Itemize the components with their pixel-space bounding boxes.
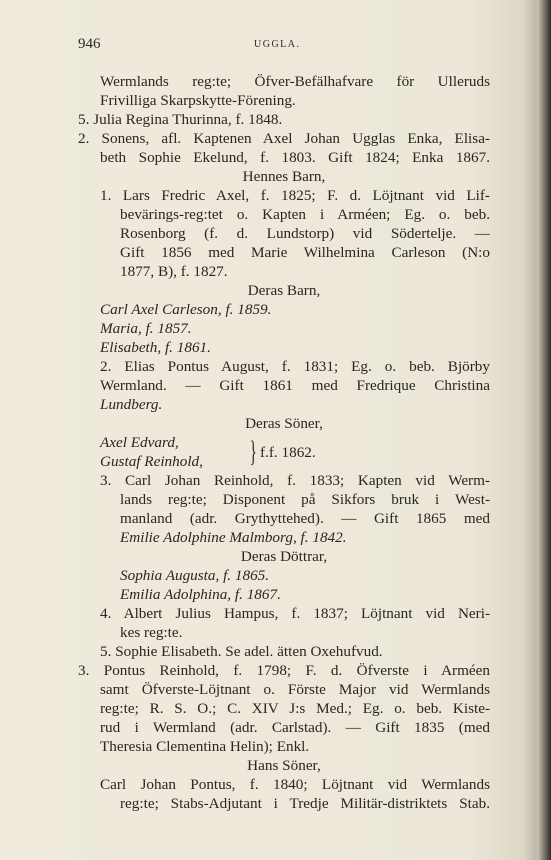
text-line: reg:te; Stabs-Adjutant i Tredje Militär-distriktets Stab. <box>120 795 490 812</box>
page-number: 946 <box>78 36 101 52</box>
text-line: 3. Pontus Reinhold, f. 1798; F. d. Öfverste i Arméen <box>78 662 490 679</box>
text-line: 1. Lars Fredric Axel, f. 1825; F. d. Löjtnant vid Lif- <box>100 187 490 204</box>
text-line: 4. Albert Julius Hampus, f. 1837; Löjtnant vid Neri- <box>100 605 490 622</box>
twins-names <box>100 433 203 471</box>
text-line: 2. Elias Pontus August, f. 1831; Eg. o. beb. Björby <box>100 358 490 375</box>
text-line: 2. Sonens, afl. Kaptenen Axel Johan Ugglas Enka, Elisa- <box>78 130 490 147</box>
text-line: rud i Wermland (adr. Carlstad). — Gift 1835 (med <box>100 719 490 736</box>
text-line: manland (adr. Grythyttehed). — Gift 1865 med <box>120 510 490 527</box>
text-line: Frivilliga Skarpskytte-Förening. <box>100 92 296 109</box>
text-line: Wermlands reg:te; Öfver-Befälhafvare för Ulleruds <box>100 73 490 90</box>
twins-entry <box>78 433 490 471</box>
text-line: Gift 1856 med Marie Wilhelmina Carleson (N:o <box>120 244 490 261</box>
section-heading: Hennes Barn, <box>242 168 326 185</box>
text-line: 5. Sophie Elisabeth. Se adel. ätten Oxehufvud. <box>100 643 383 660</box>
text-line: Gustaf Reinhold, <box>100 453 203 470</box>
section-heading: Deras Döttrar, <box>240 548 328 565</box>
text-line: Emilie Adolphine Malmborg, f. 1842. <box>120 529 347 546</box>
page-header <box>78 36 498 58</box>
text-line: kes reg:te. <box>120 624 183 641</box>
text-line: Carl Axel Carleson, f. 1859. <box>100 301 272 318</box>
text-line: samt Öfverste-Löjtnant o. Förste Major vid Wermlands <box>100 681 490 698</box>
book-spine-shadow <box>537 0 551 860</box>
text-line: Maria, f. 1857. <box>100 320 192 337</box>
text-line: Lundberg. <box>100 396 163 413</box>
running-head: UGGLA. <box>254 39 301 50</box>
text-line: lands reg:te; Disponent på Sikfors bruk i West- <box>120 491 490 508</box>
section-heading: Deras Söner, <box>245 415 323 432</box>
text-line: beth Sophie Ekelund, f. 1803. Gift 1824; Enka 1867. <box>100 149 490 166</box>
genealogy-text <box>78 72 490 813</box>
text-line: Axel Edvard, <box>100 434 179 451</box>
text-line: Wermland. — Gift 1861 med Fredrique Christina <box>100 377 490 394</box>
text-line: Sophia Augusta, f. 1865. <box>120 567 270 584</box>
text-line: 5. Julia Regina Thurinna, f. 1848. <box>78 111 283 128</box>
text-line: 1877, B), f. 1827. <box>120 263 228 280</box>
text-line: reg:te; R. S. O.; C. XIV J:s Med.; Eg. o. beb. Kiste- <box>100 700 490 717</box>
section-heading: Deras Barn, <box>247 282 321 299</box>
text-line: bevärings-reg:tet o. Kapten i Arméen; Eg. o. beb. <box>120 206 490 223</box>
text-line: Emilia Adolphina, f. 1867. <box>120 586 281 603</box>
section-heading: Hans Söner, <box>247 757 321 774</box>
text-line: Rosenborg (f. d. Lundstorp) vid Södertelje. — <box>120 225 490 242</box>
text-line: Carl Johan Pontus, f. 1840; Löjtnant vid Wermlands <box>100 776 490 793</box>
twins-date: f.f. 1862. <box>260 444 316 461</box>
brace-glyph: } <box>249 435 257 468</box>
text-line: Theresia Clementina Helin); Enkl. <box>100 738 310 755</box>
text-line: Elisabeth, f. 1861. <box>100 339 211 356</box>
text-line: 3. Carl Johan Reinhold, f. 1833; Kapten vid Werm- <box>100 472 490 489</box>
